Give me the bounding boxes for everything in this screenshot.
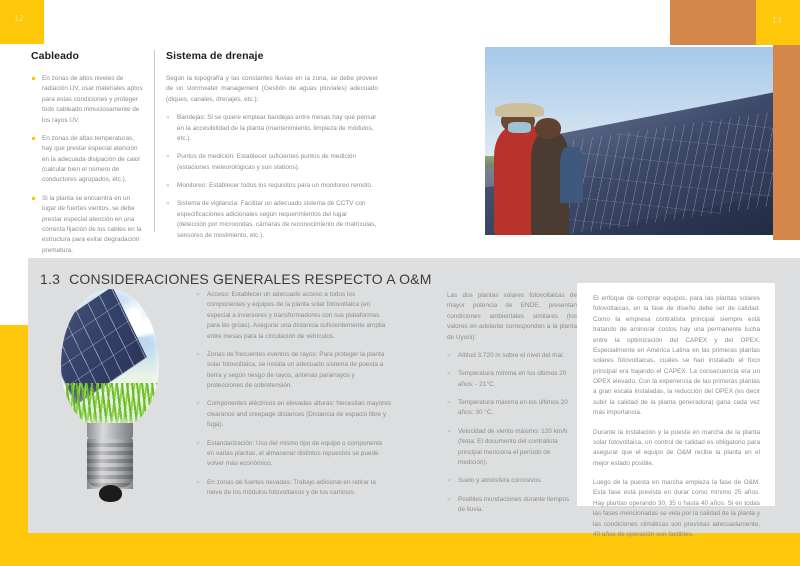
list-item-text: Monitoreo: Establecer todos los requisitos para un monitoreo remoto.	[177, 182, 373, 189]
list-item	[166, 181, 378, 191]
chevron-bullet-icon: »	[447, 351, 451, 359]
photo-person-hat	[495, 103, 544, 117]
list-item-text: Temperatura máxima en los últimos 20 años: 30 °C.	[458, 399, 568, 417]
chevron-bullet-icon: »	[196, 439, 200, 447]
bottom-left-yellow-block	[0, 325, 28, 566]
chevron-bullet-icon: »	[447, 495, 451, 503]
right-card-paragraph: Luego de la puesta en marcha empieza la fase de O&M. Esta fase está prevista en durar como mínimo 25 años. Hay plantas operando 30, 35 o hasta 40 años. Si en todas las fases mencionadas se vela por la calidad de la planta y las condiciones climáticas son previstas adecuadamente, 40 años de operación son factibles.	[593, 479, 760, 538]
cableado-bullet-list	[31, 74, 143, 256]
chevron-bullet-icon: »	[166, 114, 170, 122]
list-item-text: Si la planta se encuentra en un lugar de fuertes vientos, se debe prestar especial atención en una correcta fijación de los cables en la estructura para evitar degradación prematura.	[42, 194, 142, 254]
chevron-bullet-icon: »	[196, 400, 200, 408]
list-item-text: Sistema de vigilancia: Facilitar un adecuado sistema de CCTV con especificaciones adicionales según requerimientos del lugar (detección por microondas, cámaras de reconocimiento de matrículas, sensores de movimiento, etc.).	[177, 200, 377, 239]
section-heading	[40, 271, 432, 287]
square-bullet-icon	[32, 197, 35, 200]
chevron-bullet-icon: »	[196, 291, 200, 298]
list-item-text: Zonas de frecuentes eventos de rayos: Para proteger la planta solar fotovoltaica, se instala un adecuado sistema de puesta a tierra y según riesgo de rayos, antenas pararrayos y protecciones de sobretensión.	[207, 350, 385, 389]
bulb-contact-tip	[99, 485, 122, 502]
list-item-text: Velocidad de viento máximo: 120 km/h (Nota: El documento del contratista principal menciona el período de medición).	[458, 427, 568, 466]
list-item	[447, 427, 577, 469]
square-bullet-icon	[32, 137, 35, 140]
list-item	[166, 152, 378, 173]
mid-column-intro: Las dos plantas solares fotovoltaicas de mayor potencia de ENDE, presentan condiciones ambientales similares (los valores en adelante corresponden a la planta de Uyuni):	[447, 292, 577, 341]
square-bullet-icon	[32, 77, 35, 80]
photo-person-blue-shirt	[560, 147, 583, 203]
column-divider	[154, 50, 155, 232]
list-item-text: En zonas de altas temperaturas, hay que prestar especial atención en la adecuada disipación de calor (calcular bien el número de conductores agrupados, etc.).	[42, 134, 141, 184]
list-item-text: Temperatura mínima en los últimos 20 años: - 21°C.	[458, 370, 567, 388]
list-item-text: Acceso: Establecer un adecuado acceso a todos los componentes y equipos de la planta solar fotovoltaica (en especial a inversores y transformadores con sus plataformas para las grúas). Asegurar una distancia suficientemente amplia entre mesas para la circulación de vehículos.	[207, 291, 386, 340]
list-item-text: Puntos de medición: Establecer suficientes puntos de medición (estaciones meteorológicas y sun stations).	[177, 153, 357, 171]
photo-person-face-mask	[508, 122, 531, 133]
right-orange-side-bar	[773, 45, 800, 240]
list-item-text: En zonas de fuertes nevadas: Trabajo adicional en retirar la nieve de los módulos fotovoltaicos y de los caminos.	[207, 478, 376, 496]
chevron-bullet-icon: »	[447, 477, 451, 485]
list-item	[31, 134, 143, 186]
chevron-bullet-icon: »	[196, 478, 200, 486]
list-item	[447, 495, 577, 516]
chevron-bullet-icon: »	[447, 370, 451, 378]
list-item	[31, 194, 143, 256]
list-item	[447, 398, 577, 419]
section-title: CONSIDERACIONES GENERALES RESPECTO A O&M	[69, 271, 432, 287]
list-item	[196, 478, 391, 499]
column-condiciones-ambientales	[447, 291, 577, 523]
cableado-heading: Cableado	[31, 50, 80, 62]
list-item-text: Estandarización: Uso del mismo tipo de equipo o componente en varias plantas, el almacenar distintos repuestos se puede volver más económico.	[207, 439, 383, 468]
section-number: 1.3	[40, 271, 61, 287]
column-sistema-de-drenaje	[166, 50, 378, 249]
solar-plant-inspection-photo	[485, 47, 773, 235]
list-item	[166, 199, 378, 241]
list-item-text: Suelo y atmósfera corrosivos.	[458, 477, 543, 485]
list-item-text: Altitud 3.720 m sobre el nivel del mar.	[458, 351, 565, 359]
right-card-paragraph: El enfoque de comprar equipos, para las plantas solares fotovoltaicas, en la fase de diseño debe ser de calidad. Como la empresa contratista principal siempre está tratando de aminorar costos hay una permanente lucha entre la optimización del CAPEX y del OPEX. Especialmente en América Latina en las primeras plantas solares fotovoltaicas, cuales se han instalado el foco principal era bajando el CAPEX. La consecuencia era un OPEX elevado. Con la experiencia de las primeras plantas a gran escala instaladas, la reducción del OPEX (es decir subir la calidad de la planta generadora) gana cada vez más importancia.	[593, 295, 760, 417]
chevron-bullet-icon: »	[166, 182, 170, 189]
column-cableado	[31, 50, 143, 264]
list-item-text: En zonas de altos niveles de radiación UV, usar materiales aptos para estas condiciones y proteger todo cableado minuciosamente de los rayos UV.	[42, 75, 143, 124]
right-card-content	[593, 294, 760, 549]
chevron-bullet-icon: »	[196, 350, 200, 358]
list-item-text: Bandejas: Si se quiere emplear bandejas entre mesas hay que pensar en la accesibilidad de la planta (mantenimiento, limpieza de módulos, etc.).	[177, 114, 377, 142]
list-item	[447, 369, 577, 390]
chevron-bullet-icon: »	[166, 200, 170, 208]
list-item	[447, 476, 577, 486]
list-item	[31, 74, 143, 126]
list-item-text: Posibles inundaciones durante tiempos de lluvia.	[458, 495, 570, 513]
photo-person-dark-head	[535, 118, 561, 139]
chevron-bullet-icon: »	[447, 427, 451, 435]
chevron-bullet-icon: »	[447, 399, 451, 406]
list-item	[196, 290, 391, 342]
chevron-bullet-icon: »	[166, 153, 170, 161]
lightbulb-solar-grass-illustration	[47, 289, 173, 515]
bulb-glass	[61, 289, 159, 429]
drenaje-heading: Sistema de drenaje	[166, 50, 264, 62]
list-item	[447, 351, 577, 361]
bulb-screw-base	[87, 439, 133, 489]
list-item	[196, 439, 391, 470]
list-item-text: Componentes eléctricos en elevadas alturas: Necesitan mayores clearance and creepage distances (Distancia de espacio libre y fuga).	[207, 400, 392, 429]
drenaje-bullet-list	[166, 113, 378, 241]
list-item	[196, 350, 391, 392]
list-item	[166, 113, 378, 144]
page-number-left: 12	[14, 14, 24, 23]
drenaje-intro-paragraph: Según la topografía y las constantes lluvias en la zona, se debe proveer de un stormwater management (Gestión de aguas pluviales) adecuado (diques, canales, drenajes, etc.):	[166, 75, 378, 103]
mid-column-bullet-list	[447, 351, 577, 516]
right-card-paragraph: Durante la instalación y la puesta en marcha de la planta solar fotovoltaica, un control de calidad es obligatorio para asegurar que el equipo de O&M recibe la planta en el mejor estado posible.	[593, 428, 760, 467]
page-number-right: 13	[772, 16, 782, 25]
list-item	[196, 399, 391, 430]
section-bullet-list	[196, 290, 391, 506]
right-white-card	[577, 283, 775, 538]
